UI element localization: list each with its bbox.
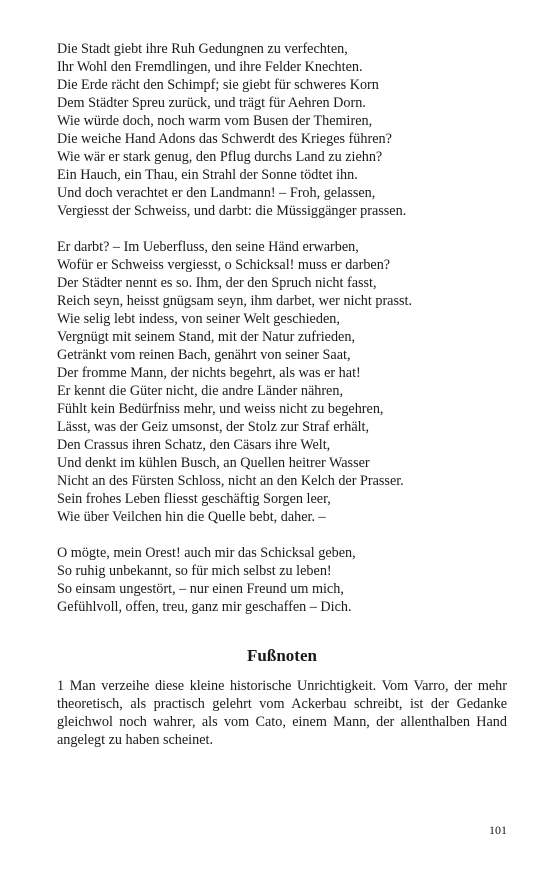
verse-line: Gefühlvoll, offen, treu, ganz mir geschaffen – Dich. xyxy=(57,599,352,615)
stanza-1 xyxy=(57,40,507,220)
verse-line: Wie wär er stark genug, den Pflug durchs Land zu ziehn? xyxy=(57,149,383,165)
verse-line: Und doch verachtet er den Landmann! – Froh, gelassen, xyxy=(57,185,376,201)
verse-line: Der Städter nennt es so. Ihm, der den Spruch nicht fasst, xyxy=(57,275,377,291)
verse-line: Wie selig lebt indess, von seiner Welt geschieden, xyxy=(57,311,340,327)
verse-line: Ihr Wohl den Fremdlingen, und ihre Felder Knechten. xyxy=(57,59,363,75)
verse-line: Dem Städter Spreu zurück, und trägt für Aehren Dorn. xyxy=(57,95,366,111)
verse-line: Wie würde doch, noch warm vom Busen der Themiren, xyxy=(57,113,373,129)
verse-line: O mögte, mein Orest! auch mir das Schicksal geben, xyxy=(57,545,356,561)
footnote-1: 1 Man verzeihe diese kleine historische Unrichtigkeit. Vom Varro, der mehr theoretisch, als practisch gelehrt vom Ackerbau schreibt, ist der Gedanke gleichwol noch wahrer, als vom Cato, einem Mann, der allenthalben Hand angelegt zu haben scheinet. xyxy=(57,678,507,748)
verse-line: So einsam ungestört, – nur einen Freund um mich, xyxy=(57,581,344,597)
page-body xyxy=(57,40,507,749)
page-number: 101 xyxy=(489,823,507,837)
verse-line: Die weiche Hand Adons das Schwerdt des Krieges führen? xyxy=(57,131,392,147)
verse-line: Reich seyn, heisst gnügsam seyn, ihm darbet, wer nicht prasst. xyxy=(57,293,413,309)
verse-line: Er kennt die Güter nicht, die andre Länder nähren, xyxy=(57,383,343,399)
footnotes-heading: Fußnoten xyxy=(247,646,317,665)
verse-line: Fühlt kein Bedürfniss mehr, und weiss nicht zu begehren, xyxy=(57,401,384,417)
verse-line: Wofür er Schweiss vergiesst, o Schicksal! muss er darben? xyxy=(57,257,391,273)
verse-line: Die Erde rächt den Schimpf; sie giebt für schweres Korn xyxy=(57,77,379,93)
verse-line: Der fromme Mann, der nichts begehrt, als was er hat! xyxy=(57,365,361,381)
verse-line: Sein frohes Leben fliesst geschäftig Sorgen leer, xyxy=(57,491,331,507)
verse-line: Vergiesst der Schweiss, und darbt: die Müssiggänger prassen. xyxy=(57,203,407,219)
stanza-3 xyxy=(57,544,507,616)
verse-line: So ruhig unbekannt, so für mich selbst zu leben! xyxy=(57,563,332,579)
verse-line: Nicht an des Fürsten Schloss, nicht an den Kelch der Prasser. xyxy=(57,473,404,489)
verse-line: Den Crassus ihren Schatz, den Cäsars ihre Welt, xyxy=(57,437,331,453)
verse-line: Getränkt vom reinen Bach, genährt von seiner Saat, xyxy=(57,347,351,363)
verse-line: Er darbt? – Im Ueberfluss, den seine Händ erwarben, xyxy=(57,239,359,255)
verse-line: Ein Hauch, ein Thau, ein Strahl der Sonne tödtet ihn. xyxy=(57,167,358,183)
verse-line: Lässt, was der Geiz umsonst, der Stolz zur Straf erhält, xyxy=(57,419,370,435)
verse-line: Die Stadt giebt ihre Ruh Gedungnen zu verfechten, xyxy=(57,41,348,57)
verse-line: Vergnügt mit seinem Stand, mit der Natur zufrieden, xyxy=(57,329,355,345)
stanza-2 xyxy=(57,238,507,526)
verse-line: Wie über Veilchen hin die Quelle bebt, daher. – xyxy=(57,509,326,525)
verse-line: Und denkt im kühlen Busch, an Quellen heitrer Wasser xyxy=(57,455,370,471)
